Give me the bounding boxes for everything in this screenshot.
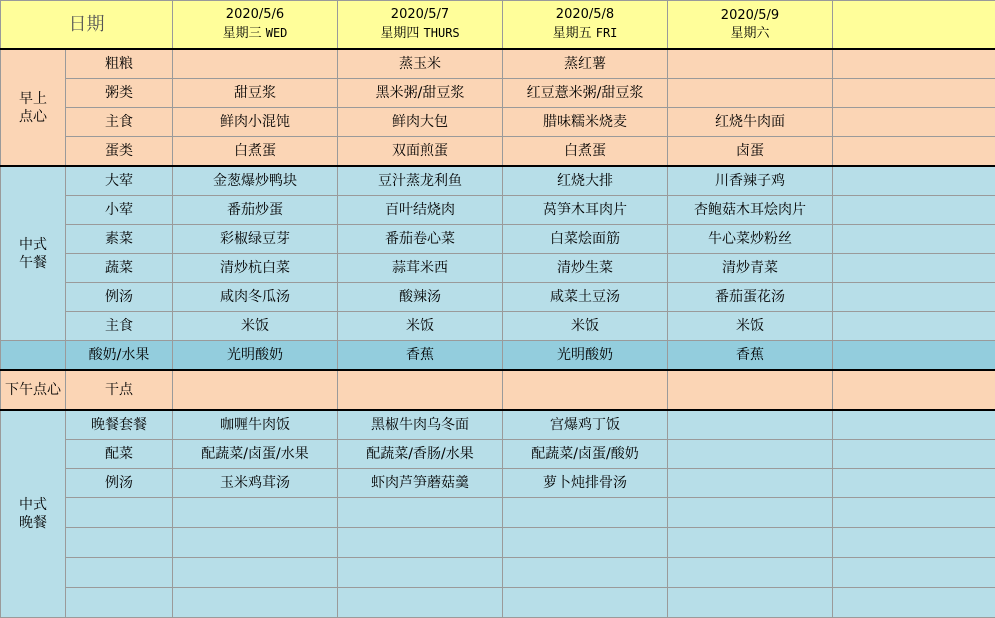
empty-cell[interactable] [833,196,995,225]
menu-cell[interactable] [173,528,338,558]
menu-cell[interactable]: 酸辣汤 [338,283,503,312]
menu-cell[interactable] [503,528,668,558]
empty-cell[interactable] [833,166,995,196]
menu-cell[interactable] [668,79,833,108]
day-header-2[interactable]: 2020/5/8 星期五 FRI [503,1,668,50]
menu-cell[interactable]: 米饭 [503,312,668,341]
table-row [1,498,995,528]
table-row [1,108,995,137]
table-row-highlighted [1,341,995,371]
category-cell[interactable]: 大荤 [66,166,173,196]
menu-cell[interactable]: 牛心菜炒粉丝 [668,225,833,254]
menu-cell[interactable]: 黑米粥/甜豆浆 [338,79,503,108]
menu-cell[interactable] [668,588,833,618]
menu-cell[interactable]: 清炒杭白菜 [173,254,338,283]
menu-cell[interactable]: 咸菜土豆汤 [503,283,668,312]
menu-cell[interactable] [338,528,503,558]
menu-cell[interactable] [668,410,833,440]
table-row [1,312,995,341]
empty-cell[interactable] [833,254,995,283]
menu-cell[interactable]: 鲜肉小混饨 [173,108,338,137]
empty-cell[interactable] [833,410,995,440]
category-cell[interactable]: 例汤 [66,283,173,312]
table-row [1,440,995,469]
menu-cell[interactable]: 甜豆浆 [173,79,338,108]
empty-cell[interactable] [833,49,995,79]
menu-cell[interactable]: 百叶结烧肉 [338,196,503,225]
menu-cell[interactable]: 虾肉芦笋蘑菇羹 [338,469,503,498]
menu-cell[interactable]: 白菜烩面筋 [503,225,668,254]
category-cell[interactable]: 干点 [66,370,173,410]
menu-cell[interactable]: 双面煎蛋 [338,137,503,167]
table-row [1,166,995,196]
menu-cell[interactable]: 白煮蛋 [503,137,668,167]
table-row [1,283,995,312]
menu-cell[interactable]: 米饭 [338,312,503,341]
category-cell[interactable]: 蛋类 [66,137,173,167]
section-dinner[interactable]: 中式 晚餐 [1,410,66,618]
menu-cell[interactable]: 豆汁蒸龙利鱼 [338,166,503,196]
category-cell[interactable]: 小荤 [66,196,173,225]
menu-cell[interactable] [173,498,338,528]
menu-cell[interactable]: 光明酸奶 [173,341,338,371]
menu-cell[interactable] [173,558,338,588]
empty-cell[interactable] [833,225,995,254]
menu-cell[interactable]: 彩椒绿豆芽 [173,225,338,254]
menu-cell[interactable] [503,370,668,410]
menu-cell[interactable]: 杏鲍菇木耳烩肉片 [668,196,833,225]
menu-cell[interactable] [668,440,833,469]
menu-cell[interactable]: 蒜茸米西 [338,254,503,283]
menu-cell[interactable] [503,498,668,528]
menu-cell[interactable]: 蒸玉米 [338,49,503,79]
menu-cell[interactable]: 米饭 [668,312,833,341]
menu-cell[interactable]: 咖喱牛肉饭 [173,410,338,440]
day-header-0[interactable]: 2020/5/6 星期三 WED [173,1,338,50]
empty-cell[interactable] [833,79,995,108]
category-cell[interactable] [66,558,173,588]
menu-cell[interactable] [173,588,338,618]
table-row [1,410,995,440]
menu-cell[interactable] [338,370,503,410]
empty-cell[interactable] [833,108,995,137]
category-cell[interactable] [66,528,173,558]
menu-cell[interactable]: 莴笋木耳肉片 [503,196,668,225]
menu-cell[interactable] [503,588,668,618]
menu-cell[interactable]: 配蔬菜/香肠/水果 [338,440,503,469]
menu-cell[interactable]: 黑椒牛肉乌冬面 [338,410,503,440]
category-cell[interactable] [66,588,173,618]
empty-cell[interactable] [833,312,995,341]
menu-cell[interactable] [338,498,503,528]
menu-cell[interactable]: 清炒青菜 [668,254,833,283]
menu-cell[interactable]: 光明酸奶 [503,341,668,371]
category-cell[interactable]: 主食 [66,312,173,341]
table-row [1,79,995,108]
section-breakfast[interactable]: 早上 点心 [1,49,66,166]
menu-cell[interactable]: 番茄卷心菜 [338,225,503,254]
menu-cell[interactable]: 腊味糯米烧麦 [503,108,668,137]
category-cell[interactable]: 主食 [66,108,173,137]
menu-cell[interactable] [503,558,668,588]
table-row [1,588,995,618]
category-cell[interactable]: 酸奶/水果 [66,341,173,371]
table-row [1,370,995,410]
menu-cell[interactable]: 萝卜炖排骨汤 [503,469,668,498]
menu-cell[interactable] [668,469,833,498]
empty-cell[interactable] [833,283,995,312]
date-title[interactable]: 日期 [1,1,173,50]
empty-cell[interactable] [833,370,995,410]
menu-cell[interactable] [173,370,338,410]
table-row [1,469,995,498]
category-cell[interactable]: 粥类 [66,79,173,108]
menu-cell[interactable]: 配蔬菜/卤蛋/酸奶 [503,440,668,469]
menu-cell[interactable]: 白煮蛋 [173,137,338,167]
empty-cell[interactable] [833,137,995,167]
menu-cell[interactable] [338,558,503,588]
table-row [1,528,995,558]
category-cell[interactable]: 粗粮 [66,49,173,79]
menu-cell[interactable]: 番茄蛋花汤 [668,283,833,312]
menu-cell[interactable]: 玉米鸡茸汤 [173,469,338,498]
category-cell[interactable]: 例汤 [66,469,173,498]
menu-cell[interactable]: 金葱爆炒鸭块 [173,166,338,196]
category-cell[interactable] [66,498,173,528]
category-cell[interactable]: 晚餐套餐 [66,410,173,440]
empty-cell[interactable] [833,469,995,498]
menu-cell[interactable] [668,528,833,558]
empty-cell[interactable] [833,498,995,528]
menu-cell[interactable]: 蒸红薯 [503,49,668,79]
empty-header-cell[interactable] [833,1,995,50]
empty-cell[interactable] [833,588,995,618]
empty-cell[interactable] [833,341,995,371]
menu-cell[interactable]: 咸肉冬瓜汤 [173,283,338,312]
table-row [1,137,995,167]
menu-cell[interactable] [668,558,833,588]
menu-cell[interactable]: 番茄炒蛋 [173,196,338,225]
menu-cell[interactable]: 鲜肉大包 [338,108,503,137]
menu-cell[interactable]: 川香辣子鸡 [668,166,833,196]
menu-cell[interactable] [668,49,833,79]
menu-cell[interactable]: 清炒生菜 [503,254,668,283]
menu-cell[interactable]: 红烧大排 [503,166,668,196]
table-row [1,49,995,79]
menu-cell[interactable] [338,588,503,618]
menu-cell[interactable] [668,370,833,410]
menu-cell[interactable]: 配蔬菜/卤蛋/水果 [173,440,338,469]
menu-cell[interactable]: 红烧牛肉面 [668,108,833,137]
menu-cell[interactable]: 宫爆鸡丁饭 [503,410,668,440]
menu-cell[interactable]: 卤蛋 [668,137,833,167]
day-header-1[interactable]: 2020/5/7 星期四 THURS [338,1,503,50]
header-row [1,1,995,50]
day-header-3[interactable]: 2020/5/9 星期六 [668,1,833,50]
table-row [1,196,995,225]
menu-cell[interactable]: 香蕉 [338,341,503,371]
category-cell[interactable]: 素菜 [66,225,173,254]
menu-cell[interactable]: 米饭 [173,312,338,341]
empty-cell[interactable] [833,558,995,588]
table-row [1,558,995,588]
section-afternoon[interactable]: 下午点心 [1,370,66,410]
table-row [1,254,995,283]
empty-cell[interactable] [833,440,995,469]
category-cell[interactable]: 配菜 [66,440,173,469]
menu-cell[interactable]: 香蕉 [668,341,833,371]
category-cell[interactable]: 蔬菜 [66,254,173,283]
section-lunch[interactable]: 中式 午餐 [1,166,66,341]
section-blank-cell[interactable] [1,341,66,371]
menu-cell[interactable]: 红豆薏米粥/甜豆浆 [503,79,668,108]
table-row [1,225,995,254]
empty-cell[interactable] [833,528,995,558]
menu-cell[interactable] [173,49,338,79]
menu-cell[interactable] [668,498,833,528]
